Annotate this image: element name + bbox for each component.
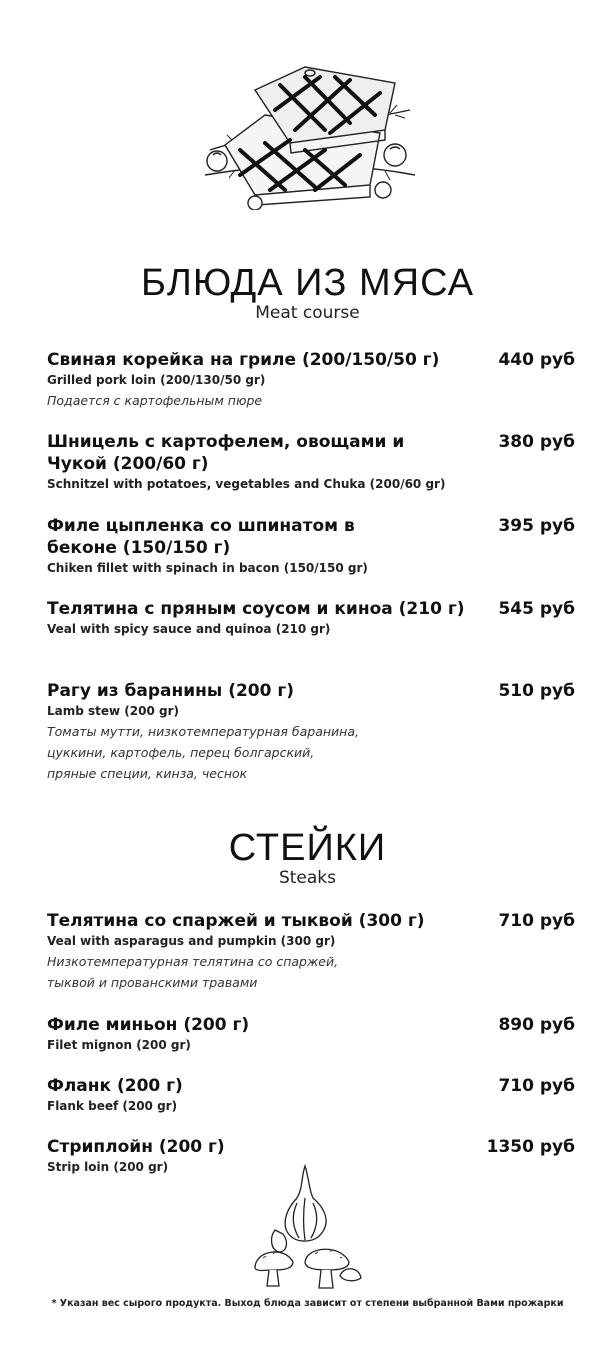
footnote: * Указан вес сырого продукта. Выход блюда зависит от степени выбранной Вами прожарки — [51, 1298, 564, 1309]
item-name: Стриплойн (200 г) — [47, 1137, 225, 1157]
item-price: 545 руб — [498, 599, 575, 619]
grilled-steak-illustration — [195, 55, 425, 210]
item-price: 510 руб — [498, 681, 575, 701]
item-name: Фланк (200 г) — [47, 1076, 183, 1096]
item-name: Телятина со спаржей и тыквой (300 г) — [47, 911, 425, 931]
garlic-mushrooms-illustration — [245, 1158, 365, 1293]
section-subtitle-steaks: Steaks — [278, 868, 337, 888]
item-price: 890 руб — [498, 1015, 575, 1035]
item-english-name: Veal with asparagus and pumpkin (300 gr) — [47, 934, 336, 948]
menu-item — [47, 598, 575, 639]
item-price: 710 руб — [498, 911, 575, 931]
item-price: 380 руб — [498, 432, 575, 452]
item-description: Томаты мутти, низкотемпературная баранина, цуккини, картофель, перец болгарский, пряные специи, кинза, чеснок — [47, 724, 359, 781]
menu-item — [47, 1014, 575, 1055]
item-english-name: Schnitzel with potatoes, vegetables and Chuka (200/60 gr) — [47, 477, 446, 491]
item-name: Филе миньон (200 г) — [47, 1015, 250, 1035]
item-english-name: Lamb stew (200 gr) — [47, 704, 179, 718]
menu-item — [47, 515, 575, 578]
menu-item — [47, 349, 575, 411]
item-name: Шницель с картофелем, овощами и Чукой (200/60 г) — [47, 432, 405, 474]
section-title-meat: БЛЮДА ИЗ МЯСА — [140, 262, 475, 304]
menu-item — [47, 431, 575, 494]
section-title-steaks: СТЕЙКИ — [228, 827, 387, 869]
item-price: 440 руб — [498, 350, 575, 370]
menu-item — [47, 680, 575, 784]
item-english-name: Flank beef (200 gr) — [47, 1099, 178, 1113]
menu-item — [47, 1075, 575, 1116]
item-english-name: Grilled pork loin (200/130/50 gr) — [47, 373, 266, 387]
item-price: 395 руб — [498, 516, 575, 536]
item-description: Низкотемпературная телятина со спаржей, тыквой и прованскими травами — [47, 954, 339, 990]
item-description: Подается с картофельным пюре — [47, 393, 263, 408]
item-name: Телятина с пряным соусом и киноа (210 г) — [47, 599, 465, 619]
item-english-name: Veal with spicy sauce and quinoa (210 gr) — [47, 622, 331, 636]
section-subtitle-meat: Meat course — [255, 303, 360, 323]
item-english-name: Chiken fillet with spinach in bacon (150/150 gr) — [47, 561, 368, 575]
item-name: Свиная корейка на гриле (200/150/50 г) — [47, 350, 440, 370]
item-name: Рагу из баранины (200 г) — [47, 681, 295, 701]
item-price: 1350 руб — [486, 1137, 575, 1157]
item-price: 710 руб — [498, 1076, 575, 1096]
menu-item — [47, 910, 575, 993]
item-english-name: Strip loin (200 gr) — [47, 1160, 169, 1174]
item-english-name: Filet mignon (200 gr) — [47, 1038, 191, 1052]
item-name: Филе цыпленка со шпинатом в беконе (150/150 г) — [47, 516, 355, 558]
